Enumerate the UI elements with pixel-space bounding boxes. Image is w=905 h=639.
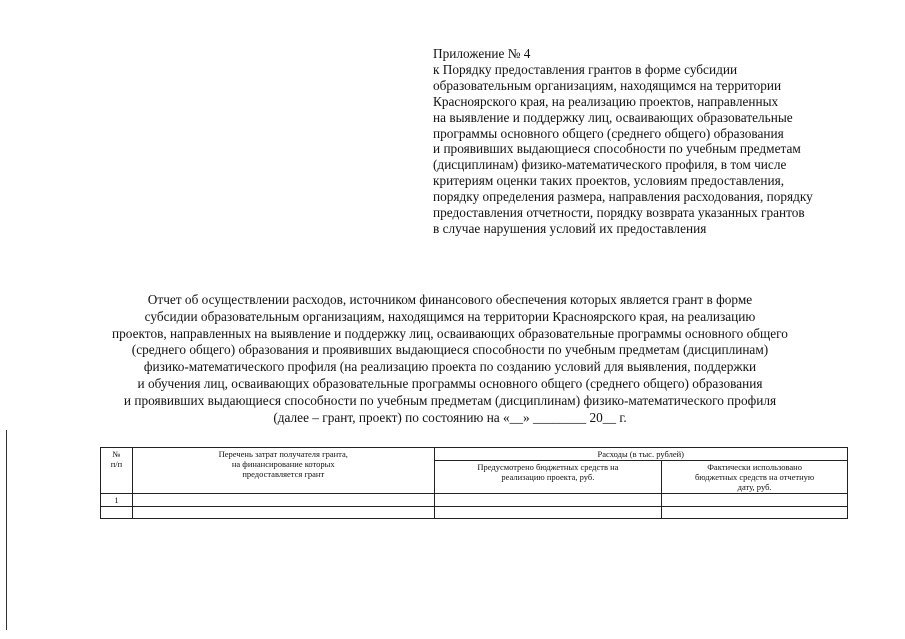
cell-num: [101, 507, 133, 519]
header-num: № п/п: [101, 448, 133, 494]
appendix-line: (дисциплинам) физико-математического профиля, в том числе: [433, 157, 787, 173]
report-title-line: физико-математического профиля (на реализацию проекта по созданию условий для выявления, поддержки: [143, 359, 757, 375]
table-row: [101, 507, 848, 519]
report-title-line: проектов, направленных на выявление и поддержку лиц, осваивающих образовательные программы основного общего: [112, 325, 788, 341]
appendix-line: на выявление и поддержку лиц, осваивающих образовательные: [433, 109, 793, 125]
appendix-line: в случае нарушения условий их предоставления: [433, 220, 707, 236]
cell-actual: [662, 494, 848, 507]
cell-planned: [434, 507, 662, 519]
report-title-line: Отчет об осуществлении расходов, источником финансового обеспечения которых является грант в форме: [147, 292, 753, 307]
appendix-heading: [433, 46, 893, 237]
appendix-line: предоставления отчетности, порядку возврата указанных грантов: [433, 205, 805, 221]
appendix-line: программы основного общего (среднего общего) образования: [433, 125, 784, 141]
report-title: [60, 292, 840, 426]
table-header-row: [101, 448, 848, 461]
report-title-line: (среднего общего) образования и проявивших выдающиеся способности по учебным предметам (дисциплинам): [131, 342, 769, 358]
cell-num: 1: [101, 494, 133, 507]
header-expenses: Расходы (в тыс. рублей): [434, 448, 847, 461]
scan-left-edge-line: [6, 430, 7, 630]
appendix-line: к Порядку предоставления грантов в форме субсидии: [433, 61, 738, 77]
appendix-line: критериям оценки таких проектов, условиям предоставления,: [433, 173, 785, 189]
report-title-line: (далее – грант, проект) по состоянию на «__» ________ 20__ г.: [273, 409, 627, 425]
grant-expense-table: [100, 447, 848, 519]
report-title-line: и проявивших выдающиеся способности по учебным предметам (дисциплинам) физико-математического профиля: [123, 392, 777, 408]
report-title-line: и обучения лиц, осваивающих образовательные программы основного общего (среднего общего) образования: [137, 375, 763, 391]
appendix-line: Красноярского края, на реализацию проектов, направленных: [433, 93, 779, 109]
appendix-line: образовательным организациям, находящимся на территории: [433, 77, 782, 93]
appendix-line: и проявивших выдающиеся способности по учебным предметам: [433, 141, 801, 157]
header-actual: Фактически использовано бюджетных средств на отчетную дату, руб.: [662, 461, 848, 494]
cell-actual: [662, 507, 848, 519]
appendix-line: порядку определения размера, направления расходования, порядку: [433, 189, 813, 205]
header-costs: Перечень затрат получателя гранта, на финансирование которых предоставляется грант: [132, 448, 434, 494]
cell-planned: [434, 494, 662, 507]
table-row: [101, 494, 848, 507]
report-title-line: субсидии образовательным организациям, находящимся на территории Красноярского края, на реализацию: [144, 308, 756, 324]
appendix-line: Приложение № 4: [433, 46, 531, 61]
cell-cost: [132, 494, 434, 507]
header-planned: Предусмотрено бюджетных средств на реализацию проекта, руб.: [434, 461, 662, 494]
cell-cost: [132, 507, 434, 519]
